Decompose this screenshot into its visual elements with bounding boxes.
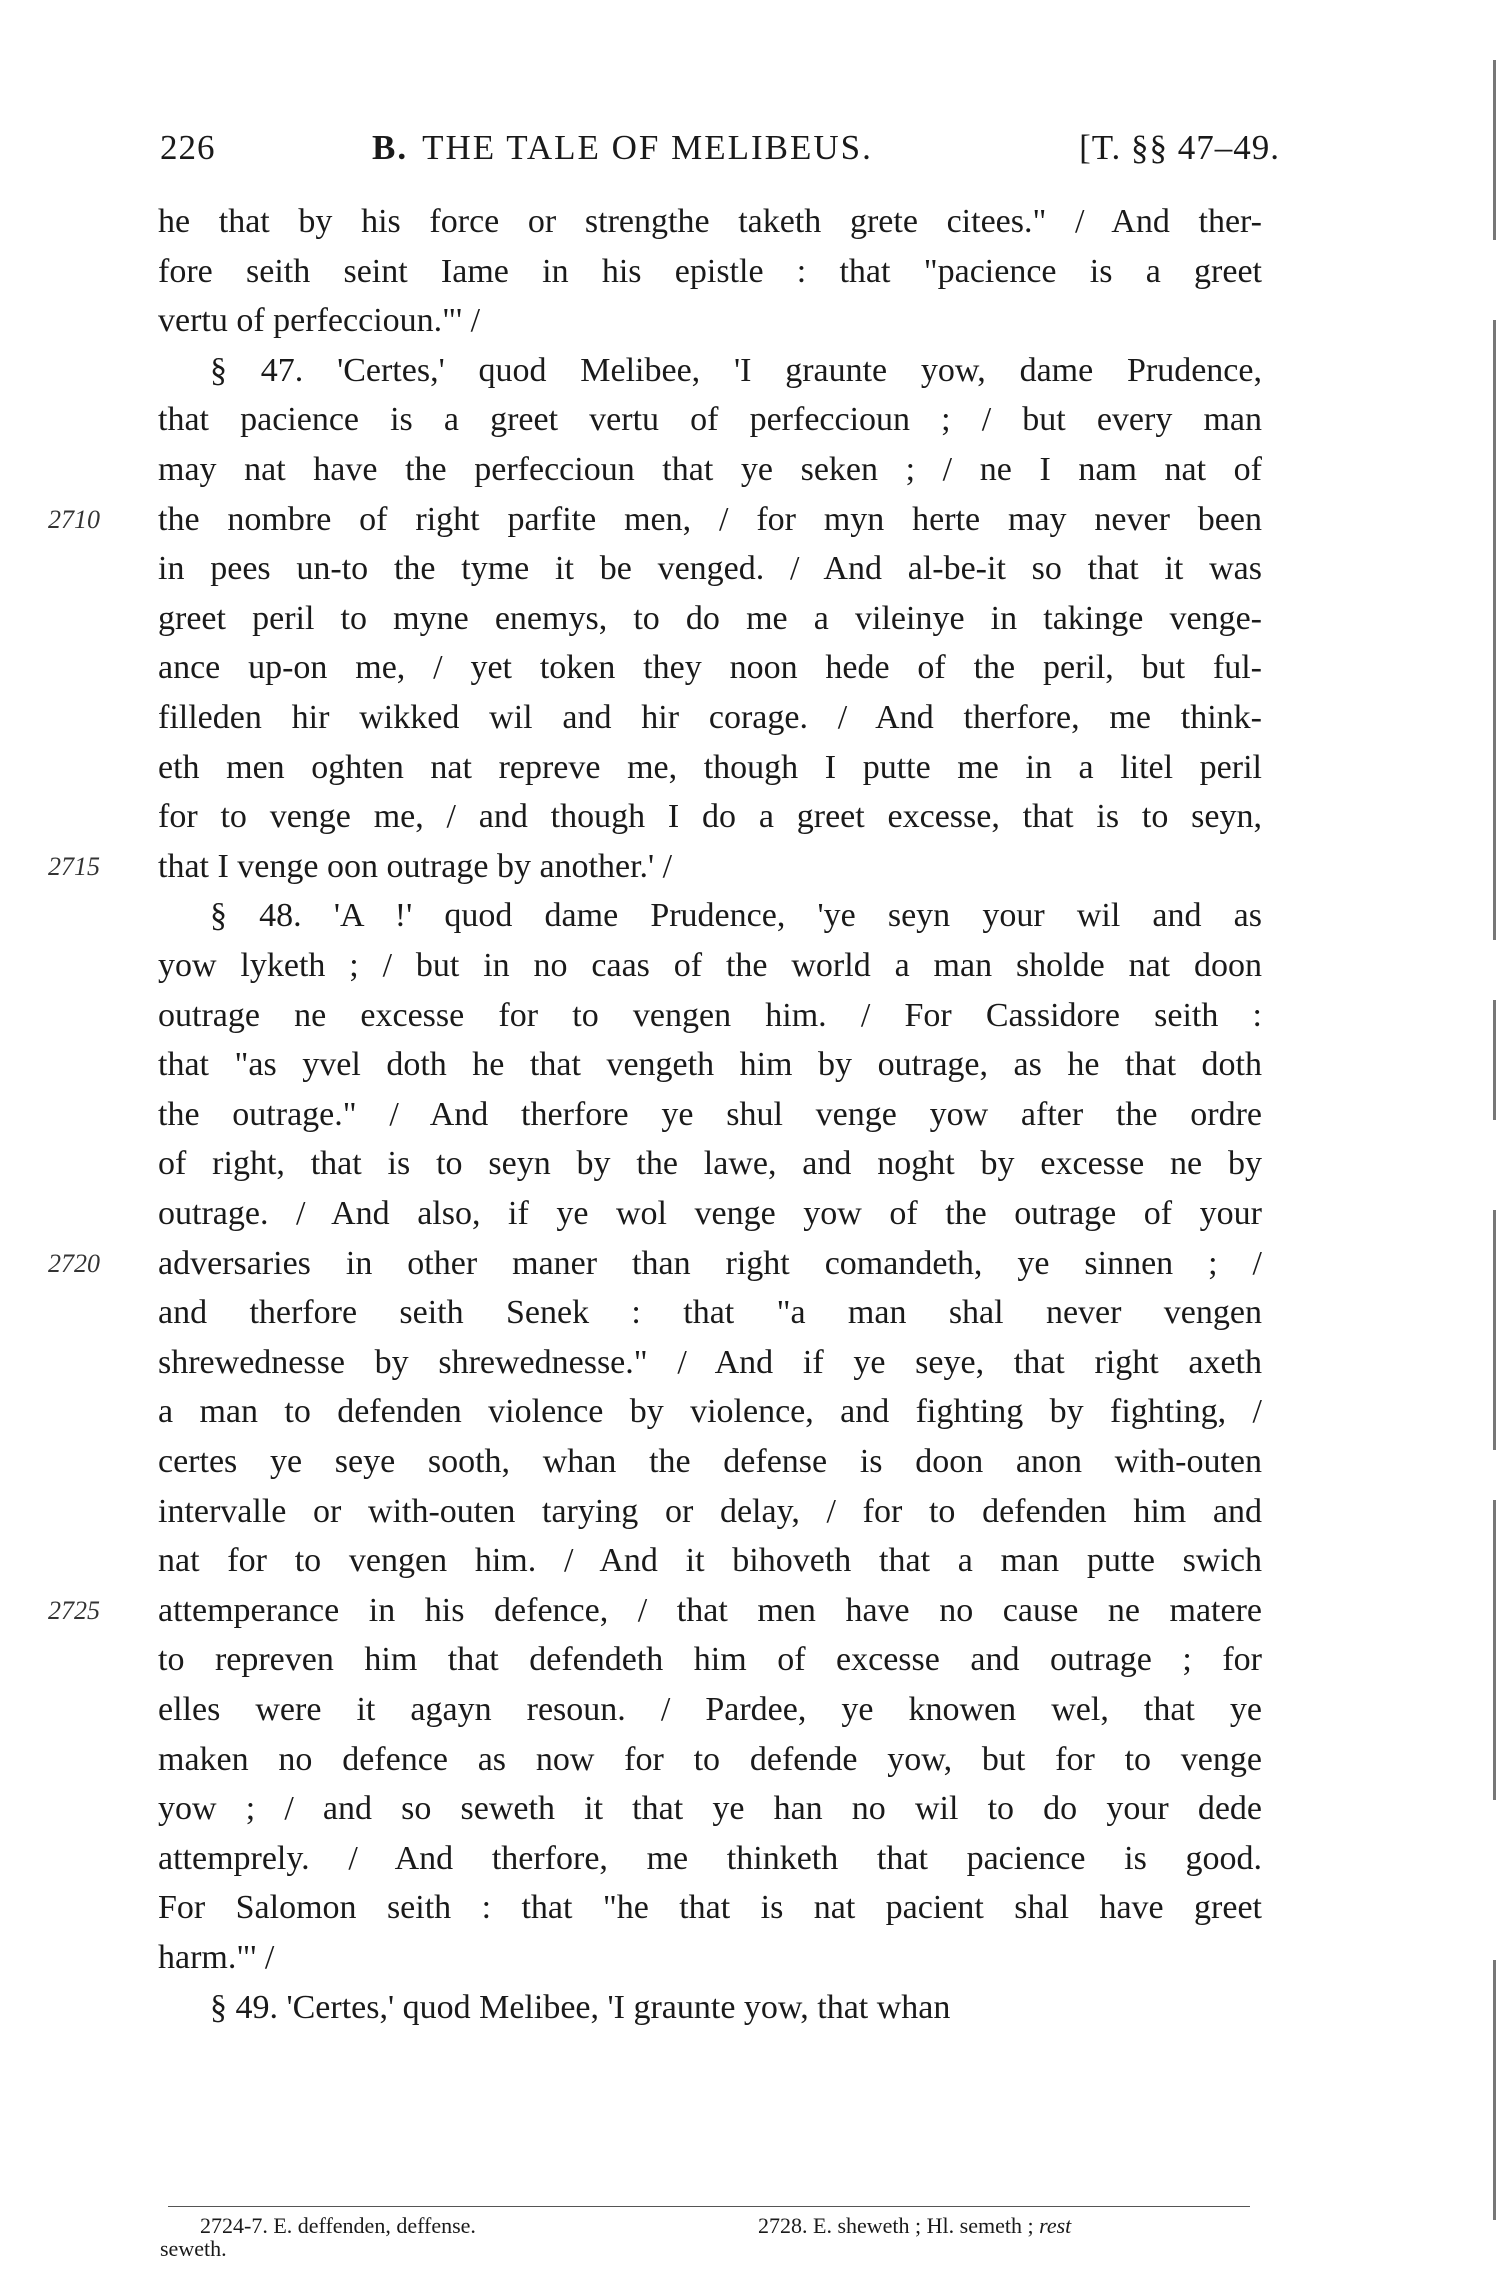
text-line: he that by his force or strengthe taketh grete citees." / And ther-	[158, 203, 1262, 240]
section-letter: B.	[372, 128, 409, 167]
text-line: in pees un-to the tyme it be venged. / And al-be-it so that it was	[158, 550, 1262, 587]
page-edge-mark	[1493, 1210, 1496, 1450]
text-line: eth men oghten nat repreve me, though I putte me in a litel peril	[158, 749, 1262, 786]
text-line: yow lyketh ; / but in no caas of the world a man sholde nat doon	[158, 947, 1262, 984]
line-number: 2710	[48, 505, 100, 534]
text-line: certes ye seye sooth, whan the defense is doon anon with-outen	[158, 1443, 1262, 1480]
text-line: attemprely. / And therfore, me thinketh that pacience is good.	[158, 1840, 1262, 1877]
footnote-2	[758, 2214, 1071, 2238]
text-line: to repreven him that defendeth him of excesse and outrage ; for	[158, 1641, 1262, 1678]
text-line: For Salomon seith : that "he that is nat pacient shal have greet	[158, 1889, 1262, 1926]
text-line: maken no defence as now for to defende yow, but for to venge	[158, 1741, 1262, 1778]
page-number: 226	[160, 128, 216, 167]
text-line: and therfore seith Senek : that "a man shal never vengen	[158, 1294, 1262, 1331]
line-number: 2725	[48, 1596, 100, 1625]
text-line: nat for to vengen him. / And it bihoveth that a man putte swich	[158, 1542, 1262, 1579]
text-line: that pacience is a greet vertu of perfeccioun ; / but every man	[158, 401, 1262, 438]
text-line: attemperance in his defence, / that men have no cause ne matere	[158, 1592, 1262, 1629]
text-line: for to venge me, / and though I do a greet excesse, that is to seyn,	[158, 798, 1262, 835]
title-text: THE TALE OF MELIBEUS.	[422, 128, 873, 167]
line-number: 2720	[48, 1249, 100, 1278]
footnote-1: 2724-7. E. deffenden, deffense.	[200, 2213, 476, 2238]
page-edge-mark	[1493, 1000, 1496, 1120]
page-edge-mark	[1493, 320, 1496, 940]
text-line: may nat have the perfeccioun that ye seken ; / ne I nam nat of	[158, 451, 1262, 488]
text-line: elles were it agayn resoun. / Pardee, ye knowen wel, that ye	[158, 1691, 1262, 1728]
footnote-2-rest: rest	[1039, 2213, 1072, 2238]
text-line: a man to defenden violence by violence, and fighting by fighting, /	[158, 1393, 1262, 1430]
text-line: adversaries in other maner than right comandeth, ye sinnen ; /	[158, 1245, 1262, 1282]
text-line: outrage ne excesse for to vengen him. / For Cassidore seith :	[158, 997, 1262, 1034]
text-line: of right, that is to seyn by the lawe, and noght by excesse ne by	[158, 1145, 1262, 1182]
text-line: shrewednesse by shrewednesse." / And if ye seye, that right axeth	[158, 1344, 1262, 1381]
text-line: yow ; / and so seweth it that ye han no wil to do your dede	[158, 1790, 1262, 1827]
text-line: fore seith seint Iame in his epistle : that "pacience is a greet	[158, 253, 1262, 290]
page-edge-mark	[1493, 60, 1496, 240]
text-line: greet peril to myne enemys, to do me a vileinye in takinge venge-	[158, 600, 1262, 637]
text-line: intervalle or with-outen tarying or delay, / for to defenden him and	[158, 1493, 1262, 1530]
text-line: § 48. 'A !' quod dame Prudence, 'ye seyn your wil and as	[210, 897, 1262, 934]
text-line: vertu of perfeccioun."' /	[158, 302, 481, 339]
page-edge-mark	[1493, 1960, 1496, 2220]
running-title	[372, 128, 873, 168]
text-line: that I venge oon outrage by another.' /	[158, 848, 673, 885]
text-line: outrage. / And also, if ye wol venge yow of the outrage of your	[158, 1195, 1262, 1232]
section-reference: [T. §§ 47–49.	[1079, 128, 1280, 167]
text-line: the outrage." / And therfore ye shul venge yow after the ordre	[158, 1096, 1262, 1133]
text-line: the nombre of right parfite men, / for myn herte may never been	[158, 501, 1262, 538]
text-line: § 49. 'Certes,' quod Melibee, 'I graunte yow, that whan	[210, 1989, 951, 2026]
text-line: harm."' /	[158, 1939, 275, 1976]
text-line: filleden hir wikked wil and hir corage. / And therfore, me think-	[158, 699, 1262, 736]
text-line: that "as yvel doth he that vengeth him by outrage, as he that doth	[158, 1046, 1262, 1083]
line-number: 2715	[48, 852, 100, 881]
text-line: ance up-on me, / yet token they noon hede of the peril, but ful-	[158, 649, 1262, 686]
page-edge-mark	[1493, 1500, 1496, 1800]
footnote-2-continued: seweth.	[160, 2236, 227, 2261]
footnote-2-text: 2728. E. sheweth ; Hl. semeth ;	[758, 2213, 1034, 2238]
footnote-rule	[168, 2206, 1250, 2207]
text-line: § 47. 'Certes,' quod Melibee, 'I graunte yow, dame Prudence,	[210, 352, 1262, 389]
